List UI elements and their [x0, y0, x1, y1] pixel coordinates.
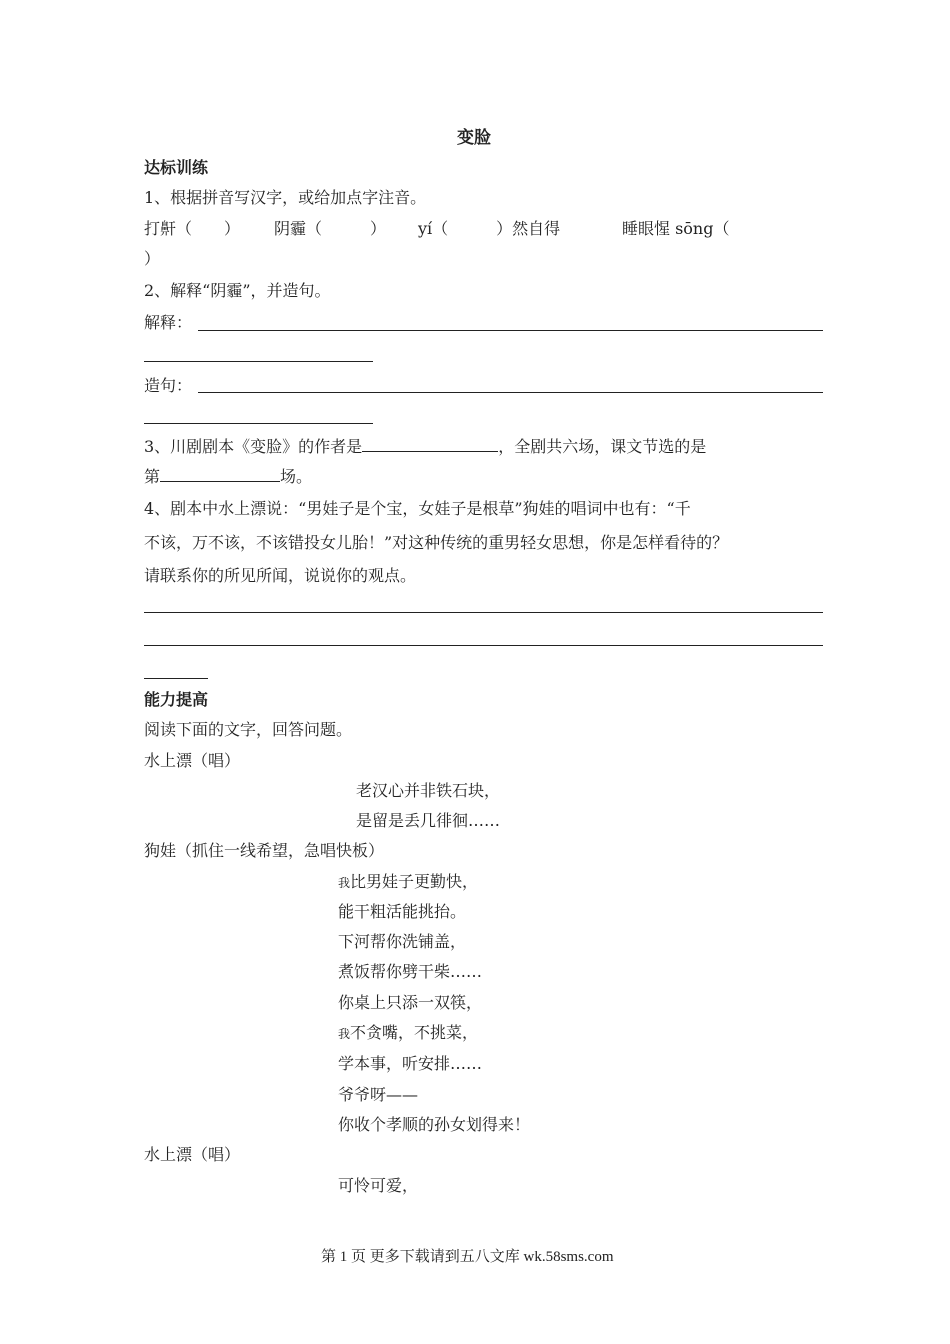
question-3-text: 3、川剧剧本《变脸》的作者是 — [144, 437, 363, 456]
sentence-label: 造句： — [144, 376, 193, 395]
question-1-item: 打鼾（ ） — [144, 219, 241, 238]
question-1-item: 阴霾（ ） — [274, 219, 387, 238]
question-3-text: 第 — [144, 467, 161, 486]
reading-intro: 阅读下面的文字，回答问题。 — [144, 720, 353, 739]
document-title: 变脸 — [457, 128, 491, 148]
question-4-line-2: 不该，万不该，不该错投女儿胎！”对这种传统的重男轻女思想，你是怎样看待的？ — [144, 533, 729, 552]
verse-line: 是留是丢几徘徊…… — [356, 811, 501, 830]
explain-label: 解释： — [144, 313, 193, 332]
section-heading-improvement: 能力提高 — [144, 690, 209, 709]
question-1-item: 睡眼惺 sōng（ — [622, 219, 730, 238]
page-footer: 第 1 页 更多下载请到五八文库 wk.58sms.com — [321, 1249, 614, 1265]
verse-text: 比男娃子更勤快， — [350, 872, 479, 891]
answer-line — [198, 392, 823, 393]
speaker-label: 水上漂（唱） — [144, 1145, 241, 1164]
verse-line: 你收个孝顺的孙女划得来！ — [338, 1115, 531, 1134]
question-1-item: yí（ ）然自得 — [418, 219, 561, 238]
verse-line: 学本事，听安排…… — [338, 1054, 483, 1073]
answer-line — [144, 612, 823, 613]
verse-small-char: 我 — [338, 876, 351, 890]
answer-line — [144, 423, 373, 424]
question-3-line-2 — [144, 467, 312, 487]
verse-line: 煮饭帮你劈干柴…… — [338, 962, 483, 981]
section-heading-practice: 达标训练 — [144, 158, 209, 177]
question-3-line-1 — [144, 437, 706, 457]
speaker-label: 水上漂（唱） — [144, 751, 241, 770]
question-1-tail: ） — [144, 249, 161, 268]
answer-line — [144, 645, 823, 646]
speaker-label: 狗娃（抓住一线希望，急唱快板） — [144, 841, 385, 860]
verse-line: 爷爷呀—— — [338, 1085, 419, 1104]
verse-small-char: 我 — [338, 1027, 351, 1041]
answer-blank — [362, 437, 498, 452]
question-2-prompt: 2、解释“阴霾”，并造句。 — [144, 281, 331, 300]
question-4-line-1: 4、剧本中水上漂说：“男娃子是个宝，女娃子是根草”狗娃的唱词中也有：“千 — [144, 499, 691, 518]
answer-line — [198, 330, 823, 331]
verse-line: 下河帮你洗铺盖， — [338, 932, 467, 951]
question-4-line-3: 请联系你的所见所闻，说说你的观点。 — [144, 566, 417, 585]
verse-line: 能干粗活能挑抬。 — [338, 902, 467, 921]
verse-line: 老汉心并非铁石块， — [356, 781, 501, 800]
question-1-prompt: 1、根据拼音写汉字，或给加点字注音。 — [144, 188, 427, 207]
question-3-text: 场。 — [280, 467, 313, 486]
answer-line — [144, 678, 208, 679]
verse-line: 你桌上只添一双筷， — [338, 993, 483, 1012]
answer-blank — [160, 467, 280, 482]
verse-text: 不贪嘴，不挑菜， — [350, 1023, 479, 1042]
verse-line: 可怜可爱， — [338, 1176, 419, 1195]
verse-line — [338, 1023, 478, 1044]
verse-line — [338, 872, 478, 893]
answer-line — [144, 361, 373, 362]
question-3-text: ，全剧共六场，课文节选的是 — [498, 437, 707, 456]
